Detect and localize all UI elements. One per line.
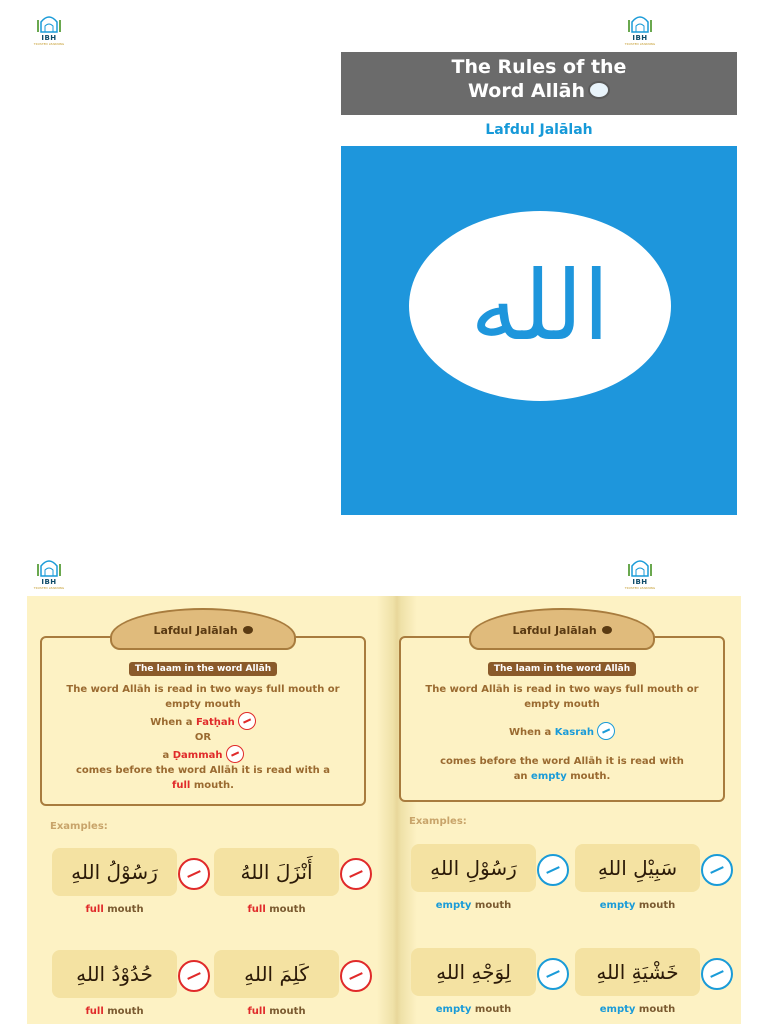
example-arabic	[214, 950, 339, 998]
example-card	[52, 848, 210, 915]
dammah-icon	[178, 960, 210, 992]
ibh-logo	[624, 556, 656, 592]
full-keyword: full	[172, 780, 191, 791]
dammah-icon	[226, 745, 244, 763]
rule-dammah-line	[42, 745, 364, 763]
mosque-icon	[35, 12, 63, 34]
example-caption	[214, 1006, 339, 1017]
caption-keyword: full	[85, 1006, 104, 1017]
example-card	[214, 950, 372, 1017]
cover-title	[341, 52, 737, 115]
caption-rest: mouth	[474, 900, 512, 911]
dammah-label: Ḍammah	[172, 750, 223, 761]
example-card	[411, 844, 569, 911]
a-text: a	[162, 750, 170, 761]
caption-keyword: full	[85, 904, 104, 915]
rule-box	[399, 636, 725, 802]
kasrah-icon	[597, 722, 615, 740]
caption-keyword: empty	[435, 900, 472, 911]
caption-rest: mouth	[107, 1006, 144, 1017]
rule-box-title: The laam in the word Allāh	[488, 662, 636, 676]
logo-subtext: TRUSTED LEARNING	[33, 42, 65, 46]
kasrah-label: Kasrah	[554, 727, 594, 738]
rule-comes-before: comes before the word Allāh it is read with	[440, 756, 684, 767]
left-page	[32, 596, 377, 1024]
example-caption	[52, 1006, 177, 1017]
empty-keyword: empty	[531, 771, 567, 782]
caption-rest: mouth	[269, 904, 306, 915]
fathah-icon	[238, 712, 256, 730]
mosque-icon	[626, 556, 654, 578]
rule-or: OR	[194, 732, 212, 743]
example-arabic	[575, 844, 700, 892]
example-caption	[214, 904, 339, 915]
cover-title-line1: The Rules of the	[451, 56, 627, 78]
ibh-logo	[33, 556, 65, 592]
mouth-text: mouth.	[570, 771, 611, 782]
logo-text: IBH	[41, 578, 57, 586]
example-card	[52, 950, 210, 1017]
ibh-logo	[33, 12, 65, 48]
mosque-icon	[35, 556, 63, 578]
rule-fathah-line	[42, 712, 364, 730]
caption-keyword: full	[247, 904, 266, 915]
arabic-phrase: خَشْيَةِ اللهِ	[596, 960, 679, 984]
example-caption	[575, 1004, 700, 1015]
rule-empty-mouth	[401, 769, 723, 784]
cover-art	[341, 146, 737, 515]
examples-label: Examples:	[50, 821, 108, 832]
caption-keyword: empty	[435, 1004, 472, 1015]
page-tab-label: Lafdul Jalālah	[512, 624, 597, 637]
logo-subtext: TRUSTED LEARNING	[33, 586, 65, 590]
fathah-icon	[340, 858, 372, 890]
caption-rest: mouth	[638, 1004, 676, 1015]
example-caption	[411, 1004, 536, 1015]
when-a-text: When a	[150, 717, 193, 728]
kasrah-icon	[701, 958, 733, 990]
logo-subtext: TRUSTED LEARNING	[624, 586, 656, 590]
mouth-text: mouth.	[193, 780, 234, 791]
calligraphy-oval	[409, 211, 671, 401]
page-tab	[469, 608, 655, 650]
cover-title-line2-text: Word Allāh	[468, 80, 585, 102]
cover-title-line2	[341, 79, 737, 103]
ibh-logo	[624, 12, 656, 48]
fathah-icon	[340, 960, 372, 992]
example-arabic	[411, 844, 536, 892]
kasrah-icon	[537, 958, 569, 990]
arabic-phrase: أَنْزَلَ اللهُ	[240, 860, 313, 884]
right-page	[395, 596, 740, 1024]
book-cover	[341, 52, 737, 515]
rule-box	[40, 636, 366, 806]
arabic-phrase: كَلِمَ اللهِ	[244, 962, 309, 986]
arabic-phrase: سَبِيْلِ اللهِ	[597, 856, 678, 880]
arabic-phrase: حُدُوْدُ اللهِ	[76, 962, 153, 986]
caption-keyword: empty	[599, 1004, 636, 1015]
example-arabic	[52, 950, 177, 998]
when-a-text: When a	[508, 727, 552, 738]
rule-kasrah-line	[401, 722, 723, 740]
example-card	[214, 848, 372, 915]
caption-rest: mouth	[269, 1006, 306, 1017]
caption-rest: mouth	[107, 904, 144, 915]
example-card	[575, 948, 733, 1015]
caption-keyword: full	[247, 1006, 266, 1017]
rule-full-mouth	[42, 778, 364, 793]
rule-box-title: The laam in the word Allāh	[129, 662, 277, 676]
honorific-icon	[588, 81, 610, 99]
arabic-phrase: رَسُوْلُ اللهِ	[71, 860, 158, 884]
example-arabic	[214, 848, 339, 896]
rule-intro: The word Allāh is read in two ways full mouth or empty mouth	[425, 684, 699, 710]
example-caption	[52, 904, 177, 915]
example-caption	[575, 900, 700, 911]
example-arabic	[575, 948, 700, 996]
logo-text: IBH	[632, 578, 648, 586]
an-text: an	[513, 771, 528, 782]
rule-intro: The word Allāh is read in two ways full mouth or empty mouth	[66, 684, 340, 710]
example-card	[575, 844, 733, 911]
example-caption	[411, 900, 536, 911]
caption-rest: mouth	[474, 1004, 512, 1015]
page-tab	[110, 608, 296, 650]
example-arabic	[411, 948, 536, 996]
caption-keyword: empty	[599, 900, 636, 911]
dammah-icon	[178, 858, 210, 890]
arabic-phrase: لِوَجْهِ اللهِ	[436, 960, 511, 984]
honorific-icon	[243, 626, 253, 634]
book-spread	[27, 596, 741, 1024]
fathah-label: Fatḥah	[196, 717, 235, 728]
honorific-icon	[602, 626, 612, 634]
kasrah-icon	[701, 854, 733, 886]
caption-rest: mouth	[638, 900, 676, 911]
allah-calligraphy: الله	[470, 250, 610, 362]
cover-subtitle: Lafdul Jalālah	[341, 115, 737, 146]
example-arabic	[52, 848, 177, 896]
kasrah-icon	[537, 854, 569, 886]
logo-text: IBH	[41, 34, 57, 42]
rule-comes-before: comes before the word Allāh it is read with a	[75, 765, 331, 776]
arabic-phrase: رَسُوْلِ اللهِ	[430, 856, 517, 880]
logo-text: IBH	[632, 34, 648, 42]
example-card	[411, 948, 569, 1015]
page-tab-label: Lafdul Jalālah	[153, 624, 238, 637]
examples-label: Examples:	[409, 816, 467, 827]
mosque-icon	[626, 12, 654, 34]
logo-subtext: TRUSTED LEARNING	[624, 42, 656, 46]
